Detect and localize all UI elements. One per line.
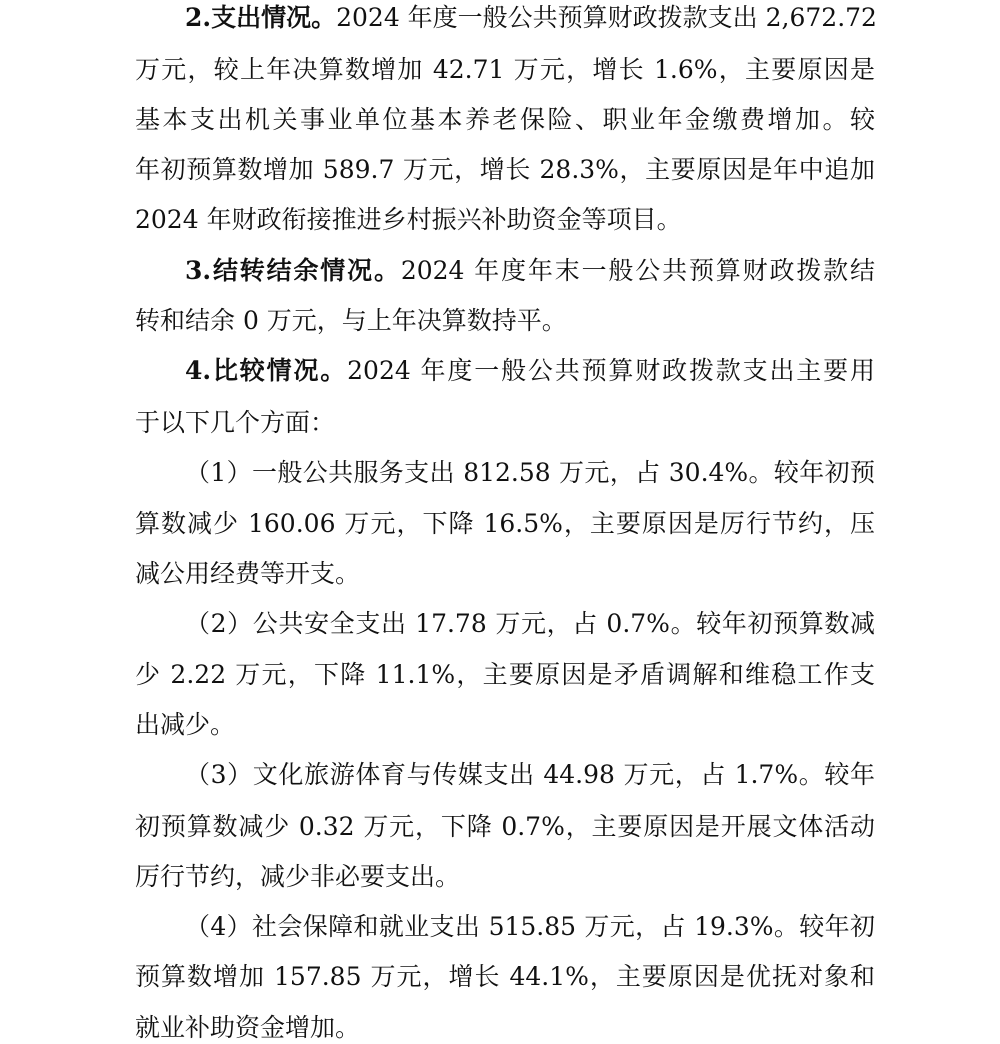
text-line: 基本支出机关事业单位基本养老保险、职业年金缴费增加。较 bbox=[135, 105, 875, 134]
text-line: 3.结转结余情况。2024 年度年末一般公共预算财政拨款结 bbox=[185, 256, 875, 285]
text-line: （3）文化旅游体育与传媒支出 44.98 万元，占 1.7%。较年 bbox=[185, 760, 875, 789]
section-heading: 3.结转结余情况。 bbox=[185, 256, 401, 285]
text-line: 出减少。 bbox=[135, 710, 236, 739]
text-line: （1）一般公共服务支出 812.58 万元，占 30.4%。较年初预 bbox=[185, 458, 875, 487]
text-line: （2）公共安全支出 17.78 万元，占 0.7%。较年初预算数减 bbox=[185, 609, 875, 638]
section-heading: 4.比较情况。 bbox=[185, 356, 348, 385]
text-line: 减公用经费等开支。 bbox=[135, 559, 361, 588]
text-line: 于以下几个方面： bbox=[135, 408, 336, 437]
text-line: 2024 年财政衔接推进乡村振兴补助资金等项目。 bbox=[135, 205, 682, 234]
text-line: 少 2.22 万元，下降 11.1%，主要原因是矛盾调解和维稳工作支 bbox=[135, 660, 875, 689]
text-line: 2.支出情况。2024 年度一般公共预算财政拨款支出 2,672.72 bbox=[185, 3, 877, 32]
text-line: 年初预算数增加 589.7 万元，增长 28.3%，主要原因是年中追加 bbox=[135, 155, 875, 184]
text-line: 算数减少 160.06 万元，下降 16.5%，主要原因是厉行节约，压 bbox=[135, 509, 875, 538]
text-line: 4.比较情况。2024 年度一般公共预算财政拨款支出主要用 bbox=[185, 356, 875, 385]
text-line: 万元，较上年决算数增加 42.71 万元，增长 1.6%，主要原因是 bbox=[135, 55, 875, 84]
text-line: 厉行节约，减少非必要支出。 bbox=[135, 862, 461, 891]
text-line: 就业补助资金增加。 bbox=[135, 1013, 361, 1042]
text-line: 预算数增加 157.85 万元，增长 44.1%，主要原因是优抚对象和 bbox=[135, 962, 875, 991]
text-line: 转和结余 0 万元，与上年决算数持平。 bbox=[135, 306, 567, 335]
text-line: 初预算数减少 0.32 万元，下降 0.7%，主要原因是开展文体活动 bbox=[135, 812, 875, 841]
text-line: （4）社会保障和就业支出 515.85 万元，占 19.3%。较年初 bbox=[185, 912, 875, 941]
section-heading: 2.支出情况。 bbox=[185, 3, 337, 32]
